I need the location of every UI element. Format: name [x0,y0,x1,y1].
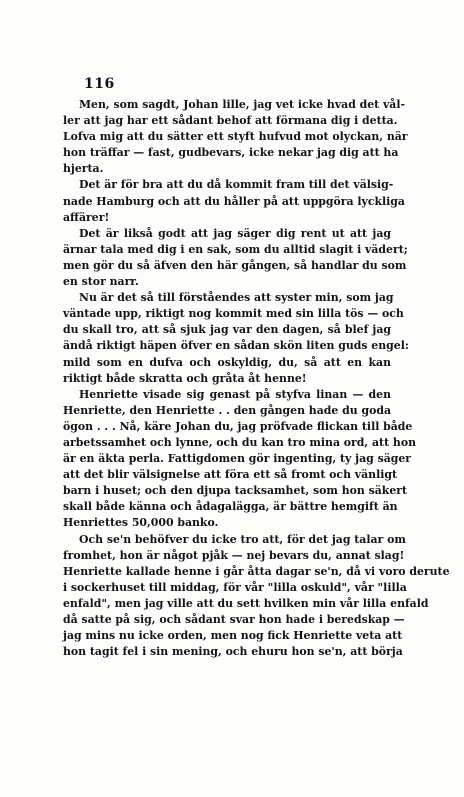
text-line: mild som en dufva och oskyldig, du, så att en kan [63,355,391,369]
text-line: hon träffar — fast, gudbevars, icke nekar jag dig att ha [63,146,399,160]
page-number: 116 [84,76,115,92]
text-line: Henriettes 50,000 banko. [63,516,219,530]
text-line: då satte på sig, och sådant svar hon hade i beredskap — [63,613,405,626]
text-line: skall både känna och ådagalägga, är bättre hemgift än [63,500,398,514]
text-line: ögon . . . Nå, käre Johan du, jag pröfvade flickan till både [63,419,413,433]
text-line: hjerta. [63,162,104,176]
text-line: Men, som sagdt, Johan lille, jag vet icke hvad det vål- [79,98,406,111]
text-line: jag mins nu icke orden, men nog fick Henriette veta att [63,629,403,643]
text-line: men gör du så äfven den här gången, så handlar du som [63,258,407,272]
text-line: Henriette visade sig genast på styfva linan — den [79,387,391,401]
text-line: Henriette, den Henriette . . den gången hade du goda [63,403,391,417]
text-line: hon tagit fel i sin mening, och ehuru hon se'n, att börja [63,645,403,659]
body-text [63,97,450,660]
text-line: barn i huset; och den djupa tacksamhet, som hon säkert [63,484,408,498]
text-line: är en äkta perla. Fattigdomen gör ingenting, ty jag säger [63,452,412,466]
text-line: Och se'n behöfver du icke tro att, för det jag talar om [79,532,406,546]
text-line: fromhet, hon är något pjåk — nej bevars du, annat slag! [63,548,405,562]
text-line: enfald", men jag ville att du sett hvilken min vår lilla enfald [63,596,429,610]
text-line: en stor narr. [63,275,139,289]
text-line: riktigt både skratta och gråta åt henne! [63,371,307,385]
text-line: ärnar tala med dig i en sak, som du alltid slagit i vädert; [63,242,408,256]
text-line: affärer! [63,210,110,224]
text-line: väntade upp, riktigt nog kommit med sin lilla tös — och [63,307,404,321]
text-line: arbetssamhet och lynne, och du kan tro mina ord, att hon [63,435,416,449]
text-line: Lofva mig att du sätter ett styft hufvud mot olyckan, när [63,130,408,144]
text-line: ändå riktigt häpen öfver en sådan skön liten guds engel: [63,339,409,353]
text-line: att det blir välsignelse att föra ett så fromt och vänligt [63,468,397,482]
text-line: nade Hamburg och att du håller på att uppgöra lyckliga [63,194,405,208]
text-line: Det är för bra att du då kommit fram till det välsig- [79,178,394,192]
text-line: ler att jag har ett sådant behof att förmana dig i detta. [63,114,398,128]
text-line: du skall tro, att så sjuk jag var den dagen, så blef jag [63,323,391,337]
text-line: Det är likså godt att jag säger dig rent ut att jag [79,226,391,240]
text-line: Nu är det så till förståendes att syster min, som jag [79,291,394,305]
text-line: Henriette kallade henne i går åtta dagar se'n, då vi voro derute [63,564,450,578]
text-line: i sockerhuset till middag, för vår "lilla oskuld", vår "lilla [63,580,407,594]
